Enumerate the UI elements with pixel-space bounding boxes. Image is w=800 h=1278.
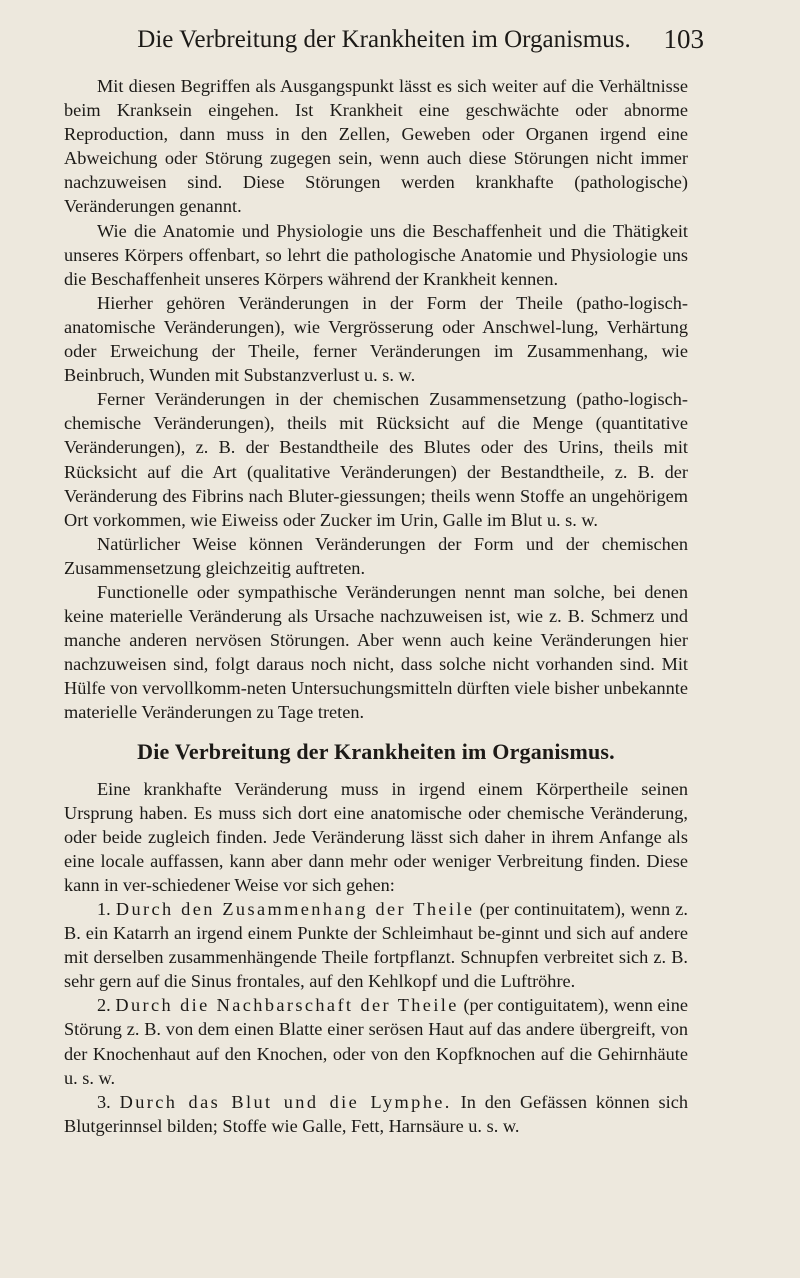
list-item-text: In den Gefässen können sich Blutgerinnsel bilden; Stoffe wie Galle, Fett, Harnsäure u. s. w. bbox=[64, 1091, 688, 1136]
list-item-lead: Durch die Nachbarschaft der Theile bbox=[115, 995, 459, 1016]
paragraph: Wie die Anatomie und Physiologie uns die Beschaffenheit und die Thätigkeit unseres Körpers offenbart, so lehrt die pathologische Anatomie und Physiologie uns die Beschaffenheit unseres Körpers während der Krankheit kennen. bbox=[64, 220, 688, 289]
running-title: Die Verbreitung der Krankheiten im Organismus. bbox=[137, 26, 631, 53]
paragraph: Mit diesen Begriffen als Ausgangspunkt lässt es sich weiter auf die Verhältnisse beim Kranksein eingehen. Ist Krankheit eine geschwächte oder abnorme Reproduction, dann muss in den Zellen, Geweben oder Organen irgend eine Abweichung oder Störung zugegen sein, wenn auch diese Störungen nicht immer nachzuweisen sind. Diese Störungen werden krankhafte (pathologische) Veränderungen genannt. bbox=[64, 76, 688, 217]
list-item bbox=[64, 993, 688, 1089]
list-item-text: (per contiguitatem), wenn eine Störung z. B. von dem einen Blatte einer serösen Haut auf das andere übergreift, von der Knochenhaut auf den Knochen, oder von den Kopfknochen auf die Gehirnhäute u. s. w. bbox=[64, 995, 688, 1088]
list-item bbox=[64, 1090, 688, 1138]
list-item-lead: Durch das Blut und die Lymphe. bbox=[119, 1091, 452, 1112]
section-intro: Eine krankhafte Veränderung muss in irgend einem Körpertheile seinen Ursprung haben. Es muss sich dort eine anatomische oder chemische Veränderung, oder beide zugleich finden. Jede Veränderung lässt sich daher in ihrem Anfange als eine locale auffassen, kann aber dann mehr oder weniger Verbreitung finden. Diese kann in ver-schiedener Weise vor sich gehen: bbox=[64, 778, 688, 895]
list-item-number: 2. bbox=[97, 995, 111, 1016]
paragraph: Ferner Veränderungen in der chemischen Zusammensetzung (patho-logisch-chemische Veränderungen), theils mit Rücksicht auf die Menge (quantitative Veränderungen), z. B. der Bestandtheile des Blutes oder des Urins, theils mit Rücksicht auf die Art (qualitative Veränderungen) der Bestandtheile, z. B. der Veränderung des Fibrins nach Bluter-giessungen; theils wenn Stoffe an ungehörigem Ort vorkommen, wie Eiweiss oder Zucker im Urin, Galle im Blut u. s. w. bbox=[64, 389, 688, 530]
paragraph: Hierher gehören Veränderungen in der Form der Theile (patho-logisch-anatomische Veränderungen), wie Vergrösserung oder Anschwel-lung, Verhärtung oder Erweichung der Theile, ferner Veränderungen im Zusammenhang, wie Beinbruch, Wunden mit Substanzverlust u. s. w. bbox=[64, 292, 688, 386]
paragraph: Natürlicher Weise können Veränderungen der Form und der chemischen Zusammensetzung gleichzeitig auftreten. bbox=[64, 533, 688, 578]
running-head bbox=[64, 24, 704, 64]
list-item-number: 3. bbox=[97, 1091, 111, 1112]
paragraph: Functionelle oder sympathische Veränderungen nennt man solche, bei denen keine materielle Veränderung als Ursache nachzuweisen ist, wie z. B. Schmerz und manche anderen nervösen Störungen. Aber wenn auch keine Veränderungen hier nachzuweisen sind, folgt daraus noch nicht, dass solche nicht vorhanden sind. Mit Hülfe von vervollkomm-neten Untersuchungsmitteln dürften viele bisher unbekannte materielle Veränderungen zu Tage treten. bbox=[64, 581, 688, 723]
page-body bbox=[64, 74, 688, 1138]
list-item-number: 1. bbox=[97, 899, 111, 919]
list-item bbox=[64, 897, 688, 993]
list-item-text: (per continuitatem), wenn z. B. ein Katarrh an irgend einem Punkte der Schleimhaut be-ginnt und sich auf andere mit derselben zusammenhängende Theile fortpflanzt. Schnupfen verbreitet sich z. B. sehr gern auf die Sinus frontales, auf den Kehlkopf und die Luftröhre. bbox=[64, 899, 688, 992]
section-heading: Die Verbreitung der Krankheiten im Organismus. bbox=[137, 738, 615, 764]
page-number: 103 bbox=[663, 24, 704, 54]
list-item-lead: Durch den Zusammenhang der Theile bbox=[115, 899, 475, 919]
